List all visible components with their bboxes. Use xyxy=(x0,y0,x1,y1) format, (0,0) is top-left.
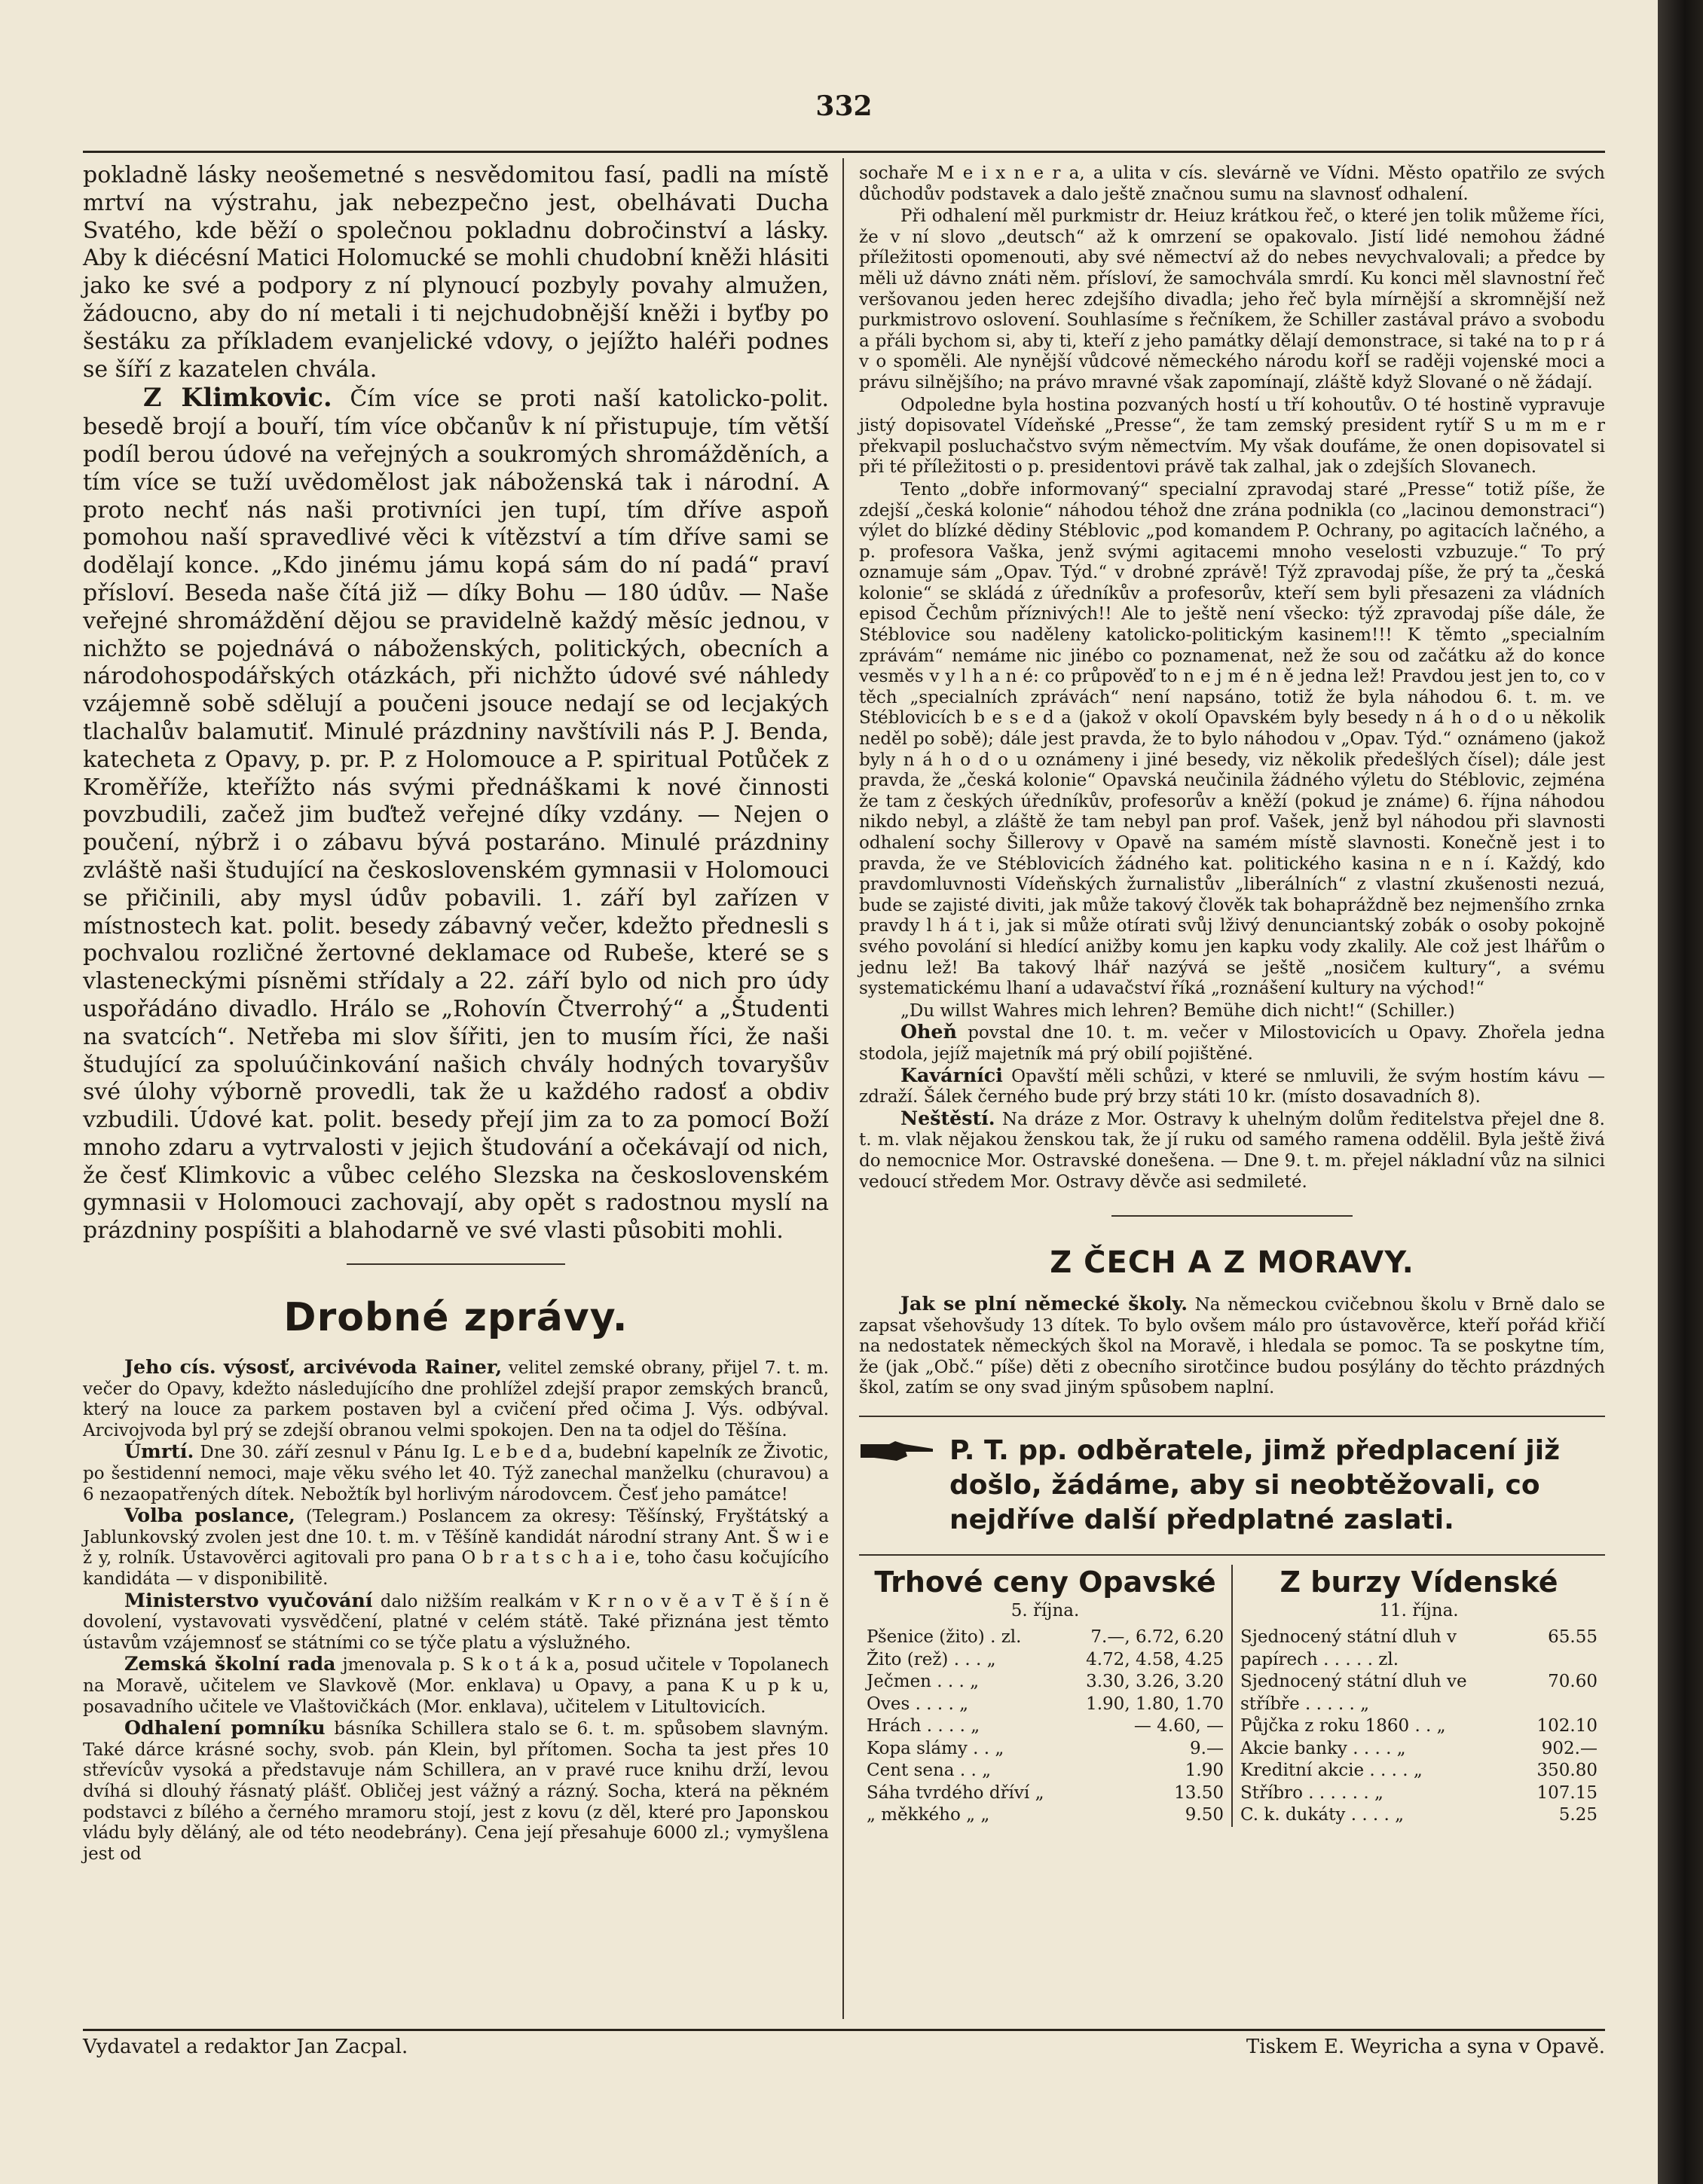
price-row xyxy=(867,1738,1224,1761)
price-row xyxy=(867,1627,1224,1649)
paragraph-text: Opavští měli schůzi, v které se nmluvili, že svým hostím kávu — zdraží. Šálek černého bude prý brzy státi 10 kr. (místo dosavadních 8). xyxy=(859,1066,1605,1107)
news-item xyxy=(83,1590,829,1654)
news-text: (Telegram.) Poslancem za okresy: Těšínský, Fryštátský a Jablunkovský zvolen jest dne 10. t. m. v Těšíně kandidát národní strany Ant. Š w i e ž y, rolník. Ústavověrci agitovali pro pana O b r a t s c h a i e, toho času kočujícího kandidáta — v disponibilitě. xyxy=(83,1507,829,1590)
price-row xyxy=(1240,1671,1598,1715)
price-label: Pšenice (žito) . zl. xyxy=(867,1627,1022,1648)
vienna-exchange-prices xyxy=(1231,1565,1605,1827)
paragraph-text: povstal dne 10. t. m. večer v Milostovicích u Opavy. Zhořela jedna stodola, jejíž majetník má prý obilí pojištěné. xyxy=(859,1023,1605,1064)
price-value: 5.25 xyxy=(1558,1805,1598,1825)
notice-text: P. T. pp. odběratele, jimž předplacení již došlo, žádáme, aby si neobtěžovali, co nejdříve další předplatné zaslati. xyxy=(949,1435,1561,1536)
news-lead: Volba poslance, xyxy=(124,1504,295,1527)
price-row xyxy=(1240,1782,1598,1805)
prices-rule xyxy=(859,1554,1605,1556)
news-text: básníka Schillera stalo se 6. t. m. spůsobem slavným. Také dárce krásné sochy, svob. pán Klein, byl přítomen. Socha ta jest přes 10 střevícův vysoká a představuje nám Schillera, an v pravé ruce knihu drží, levou dvíhá si dlouhý řásnatý plášť. Obličej jest vážný a rázný. Socha, která na pěkném podstavci z bílého a černého mramoru stojí, jest z kovu (z děl, které pro Japonskou vládu byly děláný, ale od této neodebrány). Cena její přesahuje 6000 zl.; vymyšlena jest od xyxy=(83,1719,829,1864)
notice-rule xyxy=(859,1416,1605,1417)
article-paragraph xyxy=(859,394,1605,478)
price-tables xyxy=(859,1565,1605,1827)
article-text: Čím více se proti naší katolicko-polit. besedě brojí a bouří, tím více občanův k ní přistupuje, tím větší podíl berou údové na veřejných a soukromých shromážděních, a tím více se tuží uvědomělost jak náboženská tak i národní. A proto nechť nás naši protivníci jen tupí, tím dříve aspoň pomohou naší spravedlivé věci k vítězství a tím dříve sami se dodělají konce. „Kdo jinému jámu kopá sám do ní padá“ praví přísloví. Beseda naše čítá již — díky Bohu — 180 údův. — Naše veřejné shromáždění dějou se pravidelně každý měsíc jednou, v nichžto se pojednává o náboženských, politických, obecních a národohospodářských otázkách, při nichžto údové své náhledy vzájemně sobě sdělují a poučeni jsouce nedají se od lecjakých tlachalův balamutiť. Minulé prázdniny navštívili nás P. J. Benda, katecheta z Opavy, p. pr. P. z Holomouce a P. spiritual Potůček z Kroměříže, kteřížto nás svými přednáškami k nové činnosti povzbudili, začež jim buďtež veřejné díky vzdány. — Nejen o poučení, nýbrž i o zábavu bývá postaráno. Minulé prázdniny zvláště naši študující na československém gymnasii v Holomouci se přičinili, aby mysl údův pobavili. 1. září byl zařízen v místnostech kat. polit. besedy zábavný večer, kdežto přednesli s pochvalou rozličné žertovné deklamace od Rubeše, které se s vlasteneckými písněmi střídaly a 22. září bylo od nich pro údy uspořádáno divadlo. Hrálo se „Rohovín Čtverrohý“ a „Študenti na svatcích“. Netřeba mi slov šířiti, jen to musím říci, že naši študující za spoluúčinkování našich chvály hodných tovaryšův své úlohy výborně provedli, tak že u každého radosť a obdiv vzbudili. Údové kat. polit. besedy přejí jim za to za pomocí Boží mnoho zdaru a vytrvalosti v jejich študování a očekávají od nich, že česť Klimkovic a vůbec celého Slezska na československém gymnasii v Holomouci zachovají, aby opět s radostnou myslí na prázdniny pospíšiti a blahodarně ve své vlasti působiti mohli. xyxy=(83,386,829,1245)
news-item xyxy=(83,1505,829,1590)
price-value: 7.—, 6.72, 6.20 xyxy=(1090,1627,1224,1648)
price-value: 902.— xyxy=(1541,1738,1598,1758)
news-lead: Úmrtí. xyxy=(124,1440,194,1463)
news-item xyxy=(83,1654,829,1718)
opava-market-prices xyxy=(859,1565,1231,1827)
price-row xyxy=(867,1715,1224,1738)
article-paragraph xyxy=(859,1065,1605,1108)
paragraph-text: Na dráze z Mor. Ostravy k uhelným dolům ředitelstva přejel dne 8. t. m. vlak nějakou ženskou tak, že jí ruku od samého ramena oddělil. Byla ještě živá do nemocnice Mor. Ostravské donešena. — Dne 9. t. m. přejel nákladní vůz na silnici vedoucí středem Mor. Ostravy děvče asi sedmileté. xyxy=(859,1109,1605,1192)
article-klimkovice xyxy=(83,383,829,1245)
price-label: Sjednocený státní dluh ve stříbře . . . . . „ xyxy=(1240,1672,1467,1714)
price-value: 350.80 xyxy=(1536,1761,1598,1781)
price-row xyxy=(1240,1804,1598,1827)
paragraph-text: „Du willst Wahres mich lehren? Bemühe dich nicht!“ (Schiller.) xyxy=(900,1000,1455,1021)
article-paragraph xyxy=(859,162,1605,205)
price-row xyxy=(867,1804,1224,1827)
price-value: 1.90 xyxy=(1185,1761,1224,1781)
price-row xyxy=(867,1649,1224,1672)
price-value: 102.10 xyxy=(1536,1716,1598,1737)
price-label: Akcie banky . . . . „ xyxy=(1240,1738,1406,1758)
news-item xyxy=(83,1357,829,1441)
subscription-notice xyxy=(859,1434,1605,1538)
article-paragraph xyxy=(859,478,1605,1000)
publisher-line: Vydavatel a redaktor Jan Zacpal. xyxy=(83,2036,408,2058)
news-lead: Ministerstvo vyučování xyxy=(124,1588,373,1611)
news-item xyxy=(83,1441,829,1505)
book-binding-edge xyxy=(1658,0,1703,2184)
news-text: velitel zemské obrany, přijel 7. t. m. večer do Opavy, kdežto následujícího dne prohlížel zdejší prapor zemských branců, který na louce za parkem postaven byl a cvičení před očima J. Výs. odbýval. Arcivojvoda byl prý se zdejší obranou velmi spokojen. Den na ta odjel do Těšína. xyxy=(83,1358,829,1440)
price-value: 3.30, 3.26, 3.20 xyxy=(1086,1672,1224,1692)
paragraph-text: Odpoledne byla hostina pozvaných hostí u tří kohoutův. O té hostině vypravuje jistý dopisovatel Vídeňské „Presse“, že tam zemský president rytíř S u m m e r překvapil posluchačstvo svým němectvím. My však doufáme, že onen dopisovatel si při té příležitosti o p. presidentovi právě tak zalhal, jak o zdejších Slovanech. xyxy=(859,395,1605,478)
paragraph-lead: Oheň xyxy=(900,1020,957,1043)
price-label: Sjednocený státní dluh v papírech . . . . . zl. xyxy=(1240,1627,1457,1669)
price-value: 1.90, 1.80, 1.70 xyxy=(1086,1694,1224,1714)
price-value: 9.50 xyxy=(1185,1805,1224,1825)
right-articles xyxy=(859,162,1605,1193)
price-row xyxy=(867,1782,1224,1805)
section-divider xyxy=(1111,1215,1353,1217)
price-label: Kopa slámy . . „ xyxy=(867,1738,1004,1758)
price-label: C. k. dukáty . . . . „ xyxy=(1240,1805,1405,1825)
article-continuation: pokladně lásky neošemetné s nesvědomitou fasí, padli na místě mrtví na výstrahu, jak nebezpečno jest, obelhávati Ducha Svatého, kde běží o společnou pokladnu dobročinství a lásky. Aby k diécésní Matici Holomucké se mohli chudobní kněži hlásiti jako ke své a podpory z ní plynoucí pozbyly povahy almužen, žádoucno, aby do ní metali i ti nejchudobnější kněži i byťby po šestáku za příkladem evanjelické vdovy, o jejížto haléři podnes se šíří z kazatelen chvála. xyxy=(83,162,829,383)
price-value: 9.— xyxy=(1190,1738,1224,1758)
price-label: Stříbro . . . . . . „ xyxy=(1240,1782,1383,1803)
news-lead: Odhalení pomníku xyxy=(124,1716,326,1740)
news-lead: Zemská školní rada xyxy=(124,1652,336,1675)
news-text: dalo nižším realkám v K r n o v ě a v T ě š í n ě dovolení, vystavovati vysvědčení, platné v celém státě. Také přiznána jest těmto ústavům vzájemnosť se státními co se týče platu a výslužného. xyxy=(83,1591,829,1653)
pointing-hand-icon xyxy=(859,1440,934,1462)
price-row xyxy=(1240,1738,1598,1761)
section-title-cechy-morava: Z ČECH A Z MORAVY. xyxy=(1050,1245,1414,1281)
printer-line: Tiskem E. Weyricha a syna v Opavě. xyxy=(1246,2036,1605,2058)
article-paragraph xyxy=(859,205,1605,393)
header-rule xyxy=(83,151,1605,153)
table-rows xyxy=(1240,1627,1598,1827)
price-row xyxy=(1240,1627,1598,1671)
article-lead: Z Klimkovic. xyxy=(143,382,332,413)
price-label: Kreditní akcie . . . . „ xyxy=(1240,1761,1423,1781)
news-lead: Jeho cís. výsosť, arcivévoda Rainer, xyxy=(124,1355,503,1379)
price-label: Sáha tvrdého dříví „ xyxy=(867,1782,1044,1803)
table-title: Trhové ceny Opavské xyxy=(874,1565,1216,1599)
price-label: Oves . . . . „ xyxy=(867,1694,968,1714)
price-row xyxy=(1240,1715,1598,1738)
section-divider xyxy=(347,1263,565,1265)
price-label: Půjčka z roku 1860 . . „ xyxy=(1240,1716,1446,1737)
price-label: „ měkkého „ „ xyxy=(867,1805,990,1825)
price-label: Hrách . . . . „ xyxy=(867,1716,980,1737)
article-paragraph xyxy=(859,1022,1605,1065)
news-list xyxy=(83,1357,829,1865)
footer-rule xyxy=(83,2029,1605,2031)
paragraph-text: Při odhalení měl purkmistr dr. Heiuz krátkou řeč, o které jen tolik můžeme říci, že v ní slovo „deutsch“ až k omrzení se opakovalo. Jistí lidé nemohou žádné příležitosti opomenouti, aby své němectví až do nebes nevychvalovali; a předce by měli už dávno znáti něm. přísloví, že samochvála smrdí. Ku konci měl slavnostní řeč veršovanou jeden herec zdejšího divadla; jeho řeč byla mírnější a skromnější než purkmistrovo oslovení. Souhlasíme s řečníkem, že Schiller zastával právo a svobodu a přáli bychom si, aby ti, kteří z jeho památky dělají demonstrace, si také na to p r á v o spoměli. Ale nynější vůdcové německého národu kořÍ se raději vojenské moci a právu silnějšího; na právo mravné však zapomínají, zláště když Slované o ně žádají. xyxy=(859,206,1605,393)
article-paragraph xyxy=(859,1108,1605,1193)
paragraph-lead: Kavárníci xyxy=(900,1063,1003,1086)
article-lead: Jak se plní německé školy. xyxy=(900,1292,1188,1315)
section-title-drobne-zpravy: Drobné zprávy. xyxy=(283,1295,628,1341)
price-value: 13.50 xyxy=(1174,1782,1224,1803)
news-text: jmenovala p. S k o t á k a, posud učitele v Topolanech na Moravě, učitelem ve Slavkově (Mor. enklava) u Opavy, a pana K u p k u, posavadního učitele ve Vlaštovičkách (Mor. enklava), učitelem v Litultovicích. xyxy=(83,1655,829,1717)
price-row xyxy=(867,1671,1224,1694)
article-paragraph xyxy=(859,1000,1605,1022)
price-value: 65.55 xyxy=(1548,1627,1598,1648)
column-divider xyxy=(842,158,844,2019)
article-moravia xyxy=(859,1294,1605,1399)
price-value: 107.15 xyxy=(1536,1782,1598,1803)
paragraph-text: Tento „dobře informovaný“ specialní zpravodaj staré „Presse“ totiž píše, že zdejší „česká kolonie“ náhodou téhož dne zrána podnikla (co „lacinou demonstraci“) výlet do blízké dědiny Stéblovic „pod komandem P. Ochrany, po agitacích lačného, a p. profesora Vaška, jenž svými agitacemi mnoho veselosti vzbuzuje.“ To prý oznamuje sám „Opav. Týd.“ v drobné zprávě! Týž zpravodaj píše, že prý ta „česká kolonie“ se skládá z úředníkův a profesorův, kteří sem byli přesazeni za vládních episod Čechům příznivých!! Ale to ještě není všecko: týž zpravodaj píše dále, že Stéblovice sou naděleny katolicko-politickým kasinem!!! K těmto „specialním zprávám“ nemáme nic jinébo co poznamenat, než že sou od začátku až do konce vesměs v y l h a n é: co průpověď to n e j m é n ě jedna lež! Pravdou jest jen to, co v těch „specialních zprávách“ není napsáno, totiž že byla náhodou 6. t. m. ve Stéblovicích b e s e d a (jakož v okolí Opavském byly besedy n á h o d o u několik neděl po sobě); dále jest pravda, že to bylo náhodou v „Opav. Týd.“ oznámeno (jakož byly n á h o d o u oznámeny i jiné besedy, viz několik předešlých čísel); dále jest pravda, že „česká kolonie“ Opavská neučinila žádného výletu do Stéblovic, zejména že tam z českých úředníkův, profesorův a kněží (pokud je známe) 6. října náhodou nikdo nebyl, a zláště že tam nebyl pan prof. Vašek, jenž byl náhodou při slavnosti odhalení sochy Šillerovy v Opavě na samém místě slavnosti. Konečně jest i to pravda, že ve Stéblovicích žádného kat. politického kasina n e n í. Každý, kdo pravdomluvnosti Vídeňských žurnalistův „liberálních“ z vlastní zkušenosti nezuá, bude se zajisté diviti, jak může takový člověk tak bohapráždně bez nejmenšího zrnka pravdy l h á t i, jak si může otírati svůj lživý denunciantský zobák o osoby pokojně svého povolání si hledící anižby komu jen kapku vody zkalily. Ale což jest lhářům o jednu lež! Ba takový lhář nazývá se ještě „nosičem kultury“, a svému systematickému lhaní a udavačství říká „roznášení kultury na východ!“ xyxy=(859,479,1605,999)
price-label: Ječmen . . . „ xyxy=(867,1672,980,1692)
paragraph-text: sochaře M e i x n e r a, a ulita v cís. slevárně ve Vídni. Město opatřilo ze svých důchodův podstavek a dalo ještě značnou sumu na slavnosť odhalení. xyxy=(859,163,1605,204)
article-text: Na německou cvičebnou školu v Brně dalo se zapsat všehovšudy 13 dítek. To bylo ovšem málo pro ústavověrce, kteří pořád křičí na nedostatek německých škol na Moravě, i hledala se pomoc. Ta se poskytne tím, že (jak „Obč.“ píše) děti z obecního sirotčince budou posýlány do těchto prázdných škol, zatím se ony svad jiným spůsobem naplní. xyxy=(859,1295,1605,1398)
news-text: Dne 30. září zesnul v Pánu Ig. L e b e d a, budební kapelník ze Životic, po šestidenní nemoci, maje věku svého let 40. Týž zanechal manželku (churavou) a 6 nezaopatřených dítek. Nebožtík byl horlivým národovcem. Česť jeho památce! xyxy=(83,1443,829,1504)
price-row xyxy=(1240,1760,1598,1782)
table-date: 5. října. xyxy=(1010,1601,1080,1621)
price-row xyxy=(867,1694,1224,1716)
news-item xyxy=(83,1718,829,1865)
price-value: — 4.60, — xyxy=(1133,1716,1224,1737)
left-column xyxy=(83,162,829,1865)
price-value: 70.60 xyxy=(1548,1672,1598,1692)
paragraph-lead: Neštěstí. xyxy=(900,1106,995,1129)
page-number: 332 xyxy=(815,90,873,122)
right-column xyxy=(859,162,1605,1827)
price-value: 4.72, 4.58, 4.25 xyxy=(1086,1649,1224,1669)
price-label: Žito (rež) . . . „ xyxy=(867,1649,996,1669)
table-title: Z burzy Vídenské xyxy=(1280,1565,1558,1599)
table-date: 11. října. xyxy=(1379,1601,1459,1621)
price-row xyxy=(867,1760,1224,1782)
table-rows xyxy=(867,1627,1224,1827)
price-label: Cent sena . . „ xyxy=(867,1761,991,1781)
